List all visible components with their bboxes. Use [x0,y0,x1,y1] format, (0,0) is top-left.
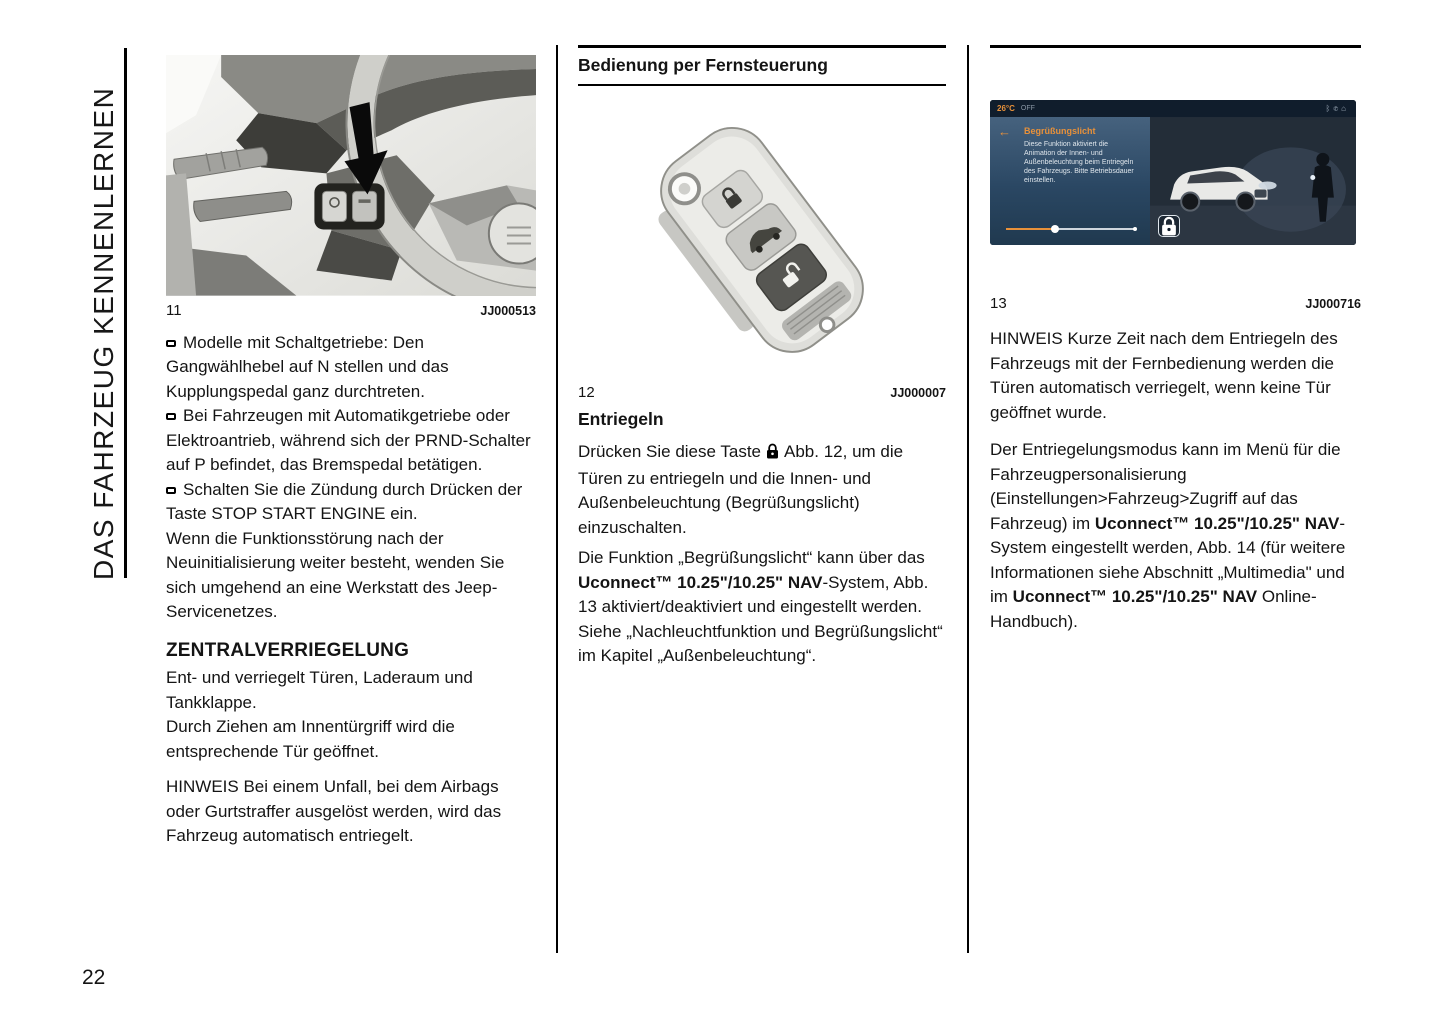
text-segment: -System eingestellt werden, Abb. 14 (für weitere Informationen siehe Abschnitt „Multimedia" und im [990,513,1346,606]
square-bullet-icon [166,413,176,420]
figure-code: JJ000513 [480,303,536,318]
column-middle [578,0,946,669]
bullet-text: Schalten Sie die Zündung durch Drücken der Taste STOP START ENGINE ein. [166,479,523,524]
setting-description: Diese Funktion aktiviert die Animation der Innen- und Außenbeleuchtung beim Entriegeln des Fahrzeugs. Bitte Betriebsdauer einstellen. [1024,141,1134,184]
figure-11 [166,55,536,319]
screen-status-bar [990,100,1356,117]
setting-title: Begrüßungslicht [1024,126,1096,136]
climate-off-label: OFF [1020,105,1035,112]
figure-number: 11 [166,301,182,319]
paragraph-welcome-light [578,546,946,669]
temperature-label: 26°C [997,104,1015,113]
status-icons [1326,104,1349,113]
slider-fill [1006,228,1055,230]
person-silhouette [1316,153,1329,166]
bluetooth-icon: ᛒ [1325,104,1334,113]
square-bullet-icon [166,487,176,494]
figure-code: JJ000716 [1305,297,1361,311]
lock-icon-button [1158,215,1180,237]
column-left-text [166,331,536,849]
bullet-item [166,331,536,405]
chapter-title-vertical: DAS FAHRZEUG KENNENLERNEN [88,86,119,580]
square-bullet-icon [166,340,176,347]
dashboard-illustration [166,55,536,296]
text-segment: Drücken Sie diese Taste [578,442,762,461]
settings-panel [990,117,1150,245]
uconnect-screen [990,100,1356,245]
key-fob-illustration [578,96,946,378]
figure-caption [578,384,946,401]
bullet-item [166,404,536,478]
phone-icon: ✆ [1333,104,1342,113]
column-right [990,0,1361,634]
page-number: 22 [82,966,106,989]
paragraph-note-relock: HINWEIS Kurze Zeit nach dem Entriegeln des Fahrzeugs mit der Fernbedienung werden die Türen automatisch verriegelt, wenn keine Tür geöffnet wurde. [990,329,1338,422]
figure-caption [990,295,1361,312]
text-segment: Online-Handbuch). [990,587,1317,631]
column-top-rule [990,45,1361,48]
paragraph-unlock [578,440,946,540]
figure-caption [166,302,536,319]
column-divider-1 [556,45,558,953]
bold-uconnect: Uconnect™ 10.25"/10.25" NAV [1094,513,1340,533]
figure-number: 12 [578,384,595,401]
slider-end-dot [1133,227,1137,231]
screen-body [990,117,1356,245]
bullet-item [166,478,536,527]
bold-uconnect: Uconnect™ 10.25"/10.25" NAV [1012,587,1258,606]
subsection-heading-entriegeln: Entriegeln [578,409,664,429]
bullet-text: Bei Fahrzeugen mit Automatikgetriebe oder Elektroantrieb, während sich der PRND-Schalter auf P befindet, das Bremspedal betätigen. [166,406,531,475]
slider-handle [1051,225,1059,233]
figure-number: 13 [990,295,1007,312]
text-segment: Der Entriegelungsmodus kann im Menü für die Fahrzeugpersonalisierung (Einstellungen>Fahrzeug>Zugriff auf das Fahrzeug) im [990,440,1341,533]
lock-icon [766,442,779,467]
chapter-rule [124,48,127,578]
paragraph-note: HINWEIS Bei einem Unfall, bei dem Airbags oder Gurtstraffer ausgelöst werden, wird das Fahrzeug automatisch entriegelt. [166,777,502,846]
paragraph-lock-2: Durch Ziehen am Innentürgriff wird die entsprechende Tür geöffnet. [166,717,455,761]
figure-code: JJ000007 [890,386,946,400]
column-middle-text [578,440,946,669]
back-arrow-icon: ← [998,124,1011,139]
car-preview-image [1150,117,1356,245]
bold-uconnect: Uconnect™ 10.25"/10.25" NAV [578,572,823,592]
column-left [166,0,536,849]
paragraph-lock-1: Ent- und verriegelt Türen, Laderaum und Tankklappe. [166,668,473,712]
figure-12 [578,96,946,401]
slider-track [1006,228,1136,230]
figure-13 [990,100,1361,312]
paragraph-reinit: Wenn die Funktionsstörung nach der Neuinitialisierung weiter besteht, wenden Sie sich umgehend an eine Werkstatt des Jeep-Servicenetzes. [166,528,505,622]
section-heading-fernsteuerung: Bedienung per Fernsteuerung [578,55,828,75]
profile-icon: ⌂ [1341,104,1349,113]
paragraph-unlock-mode [990,438,1361,634]
column-divider-2 [967,45,969,953]
column-right-text [990,327,1361,634]
section-heading-zentralverriegelung: ZENTRALVERRIEGELUNG [166,639,410,661]
section-heading-band [578,45,946,86]
bullet-text: Modelle mit Schaltgetriebe: Den Gangwählhebel auf N stellen und das Kupplungspedal ganz durchtreten. [166,332,449,401]
text-segment: Die Funktion „Begrüßungslicht“ kann über das [578,548,925,567]
text-segment: -System, Abb. 13 aktiviert/deaktiviert und eingestellt werden. Siehe „Nachleuchtfunktion und Begrüßungslicht“ im Kapitel „Außenbeleuchtung“. [578,572,943,665]
text-segment: Abb. 12, um die Türen zu entriegeln und die Innen- und Außenbeleuchtung (Begrüßungslicht) einzuschalten. [578,442,904,537]
duration-slider [1006,225,1136,233]
